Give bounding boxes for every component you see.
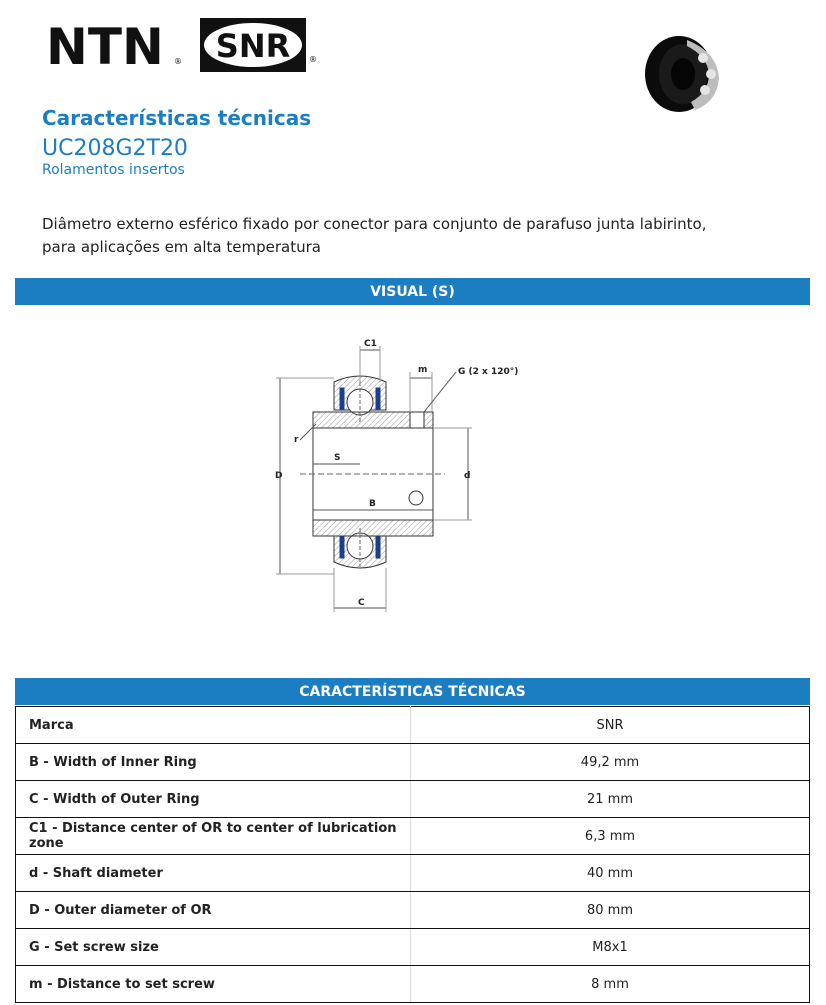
svg-text:SNR: SNR <box>215 27 291 65</box>
spec-value: SNR <box>411 707 810 744</box>
product-category: Rolamentos insertos <box>42 162 185 178</box>
table-row <box>16 929 810 966</box>
spec-value: 80 mm <box>411 892 810 929</box>
table-row <box>16 781 810 818</box>
specs-section-header: CARACTERÍSTICAS TÉCNICAS <box>15 678 810 705</box>
visual-section-header: VISUAL (S) <box>15 278 810 305</box>
table-row <box>16 966 810 1003</box>
table-row <box>16 818 810 855</box>
specs-table <box>15 706 810 1003</box>
spec-label: B - Width of Inner Ring <box>16 744 411 781</box>
spec-label: d - Shaft diameter <box>16 855 411 892</box>
spec-label: G - Set screw size <box>16 929 411 966</box>
spec-value: 8 mm <box>411 966 810 1003</box>
spec-label: m - Distance to set screw <box>16 966 411 1003</box>
snr-logo <box>200 18 320 74</box>
label-g: G (2 x 120°) <box>458 367 519 377</box>
spec-value: 49,2 mm <box>411 744 810 781</box>
label-s: S <box>334 453 341 463</box>
label-d-outer: D <box>275 471 283 481</box>
spec-label: D - Outer diameter of OR <box>16 892 411 929</box>
table-row <box>16 744 810 781</box>
svg-text:NTN: NTN <box>46 22 164 68</box>
product-code: UC208G2T20 <box>42 136 188 161</box>
svg-text:®: ® <box>174 57 182 66</box>
label-d-shaft: d <box>464 471 471 481</box>
technical-drawing <box>270 332 520 617</box>
spec-value: 40 mm <box>411 855 810 892</box>
table-row <box>16 707 810 744</box>
ntn-logo <box>46 22 186 68</box>
spec-value: 6,3 mm <box>411 818 810 855</box>
label-b: B <box>369 499 376 509</box>
spec-label: C - Width of Outer Ring <box>16 781 411 818</box>
spec-value: M8x1 <box>411 929 810 966</box>
label-c: C <box>358 598 365 608</box>
table-row <box>16 892 810 929</box>
label-m: m <box>418 365 428 375</box>
description-line-2: para aplicações em alta temperatura <box>42 238 321 256</box>
description-line-1: Diâmetro externo esférico fixado por conector para conjunto de parafuso junta labirinto, <box>42 215 707 233</box>
table-row <box>16 855 810 892</box>
page-title: Características técnicas <box>42 106 312 130</box>
label-r: r <box>294 435 299 445</box>
svg-text:®: ® <box>309 55 317 64</box>
spec-label: Marca <box>16 707 411 744</box>
label-c1: C1 <box>364 339 377 349</box>
spec-value: 21 mm <box>411 781 810 818</box>
bearing-product-image <box>643 32 723 114</box>
product-description <box>42 213 782 259</box>
spec-label: C1 - Distance center of OR to center of lubrication zone <box>16 818 411 855</box>
